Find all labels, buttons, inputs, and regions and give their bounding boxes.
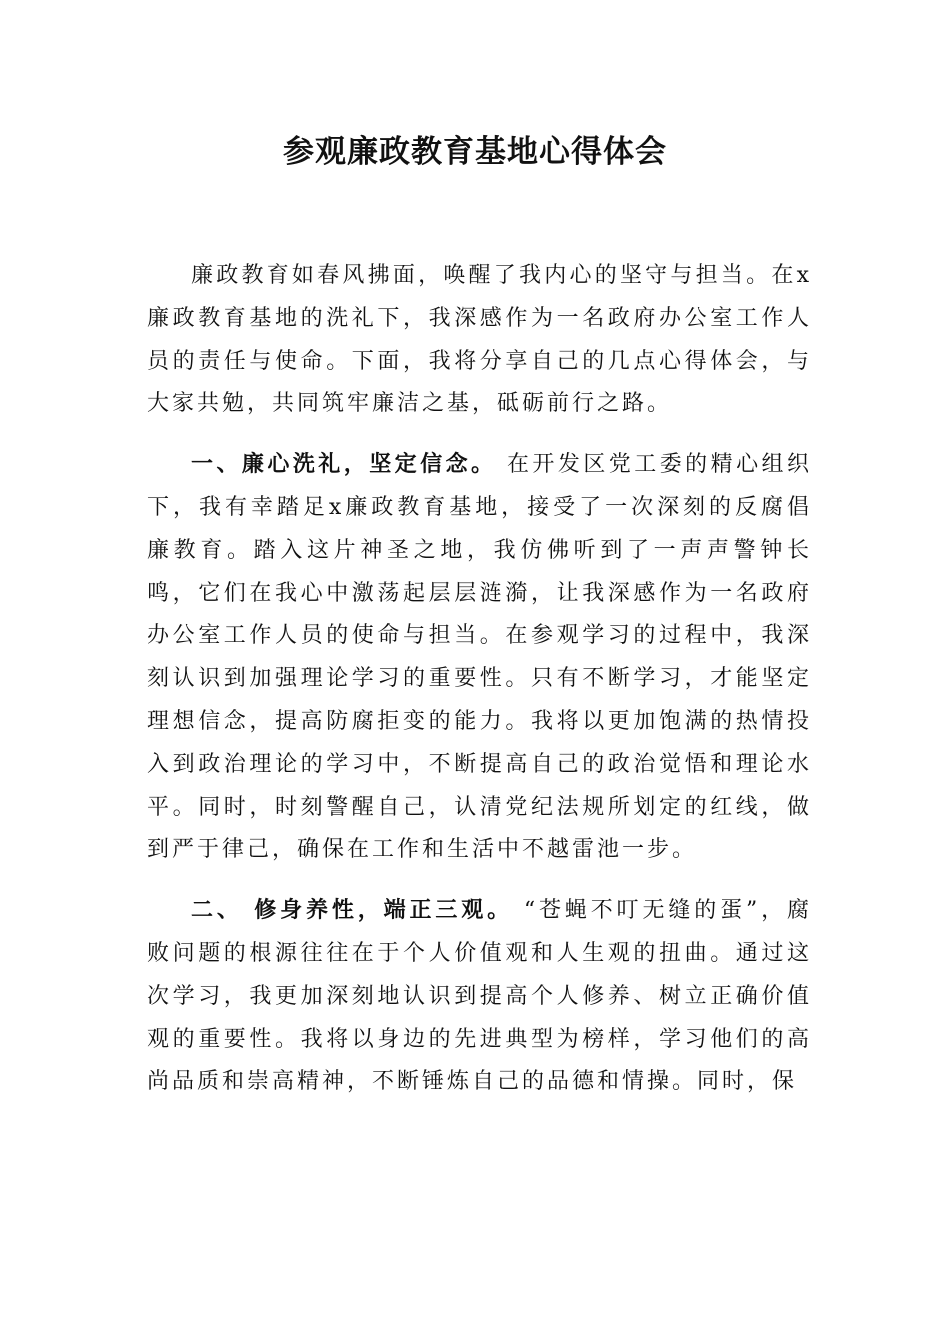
paragraph-text: 在开发区党工委的精心组织下，我有幸踏足x廉政教育基地，接受了一次深刻的反腐倡廉教育。踏入这片神圣之地，我仿佛听到了一声声警钟长鸣，它们在我心中激荡起层层涟漪，让我深感作为一名政府办公室工作人员的使命与担当。在参观学习的过程中，我深刻认识到加强理论学习的重要性。只有不断学习，才能坚定理想信念，提高防腐拒变的能力。我将以更加饱满的热情投入到政治理论的学习中，不断提高自己的政治觉悟和理论水平。同时，时刻警醒自己，认清党纪法规所划定的红线，做到严于律己，确保在工作和生活中不越雷池一步。 xyxy=(147,452,812,863)
paragraph-text: “苍蝇不叮无缝的蛋”，腐败问题的根源往往在于个人价值观和人生观的扭曲。通过这次学习，我更加深刻地认识到提高个人修养、树立正确价值观的重要性。我将以身边的先进典型为榜样，学习他们的高尚品质和崇高精神，不断锤炼自己的品德和情操。同时，保 xyxy=(147,898,812,1095)
paragraph-section-2 xyxy=(147,890,812,1104)
section-heading: 一、廉心洗礼，坚定信念。 xyxy=(191,452,497,478)
section-heading: 二、 修身养性，端正三观。 xyxy=(191,898,514,924)
paragraph-text: 廉政教育如春风拂面，唤醒了我内心的坚守与担当。在x廉政教育基地的洗礼下，我深感作为一名政府办公室工作人员的责任与使命。下面，我将分享自己的几点心得体会，与大家共勉，共同筑牢廉洁之基，砥砺前行之路。 xyxy=(147,263,812,417)
paragraph-section-1 xyxy=(147,444,812,872)
paragraph-intro xyxy=(147,255,812,426)
document-body xyxy=(147,255,812,1104)
document-title: 参观廉政教育基地心得体会 xyxy=(283,134,667,170)
